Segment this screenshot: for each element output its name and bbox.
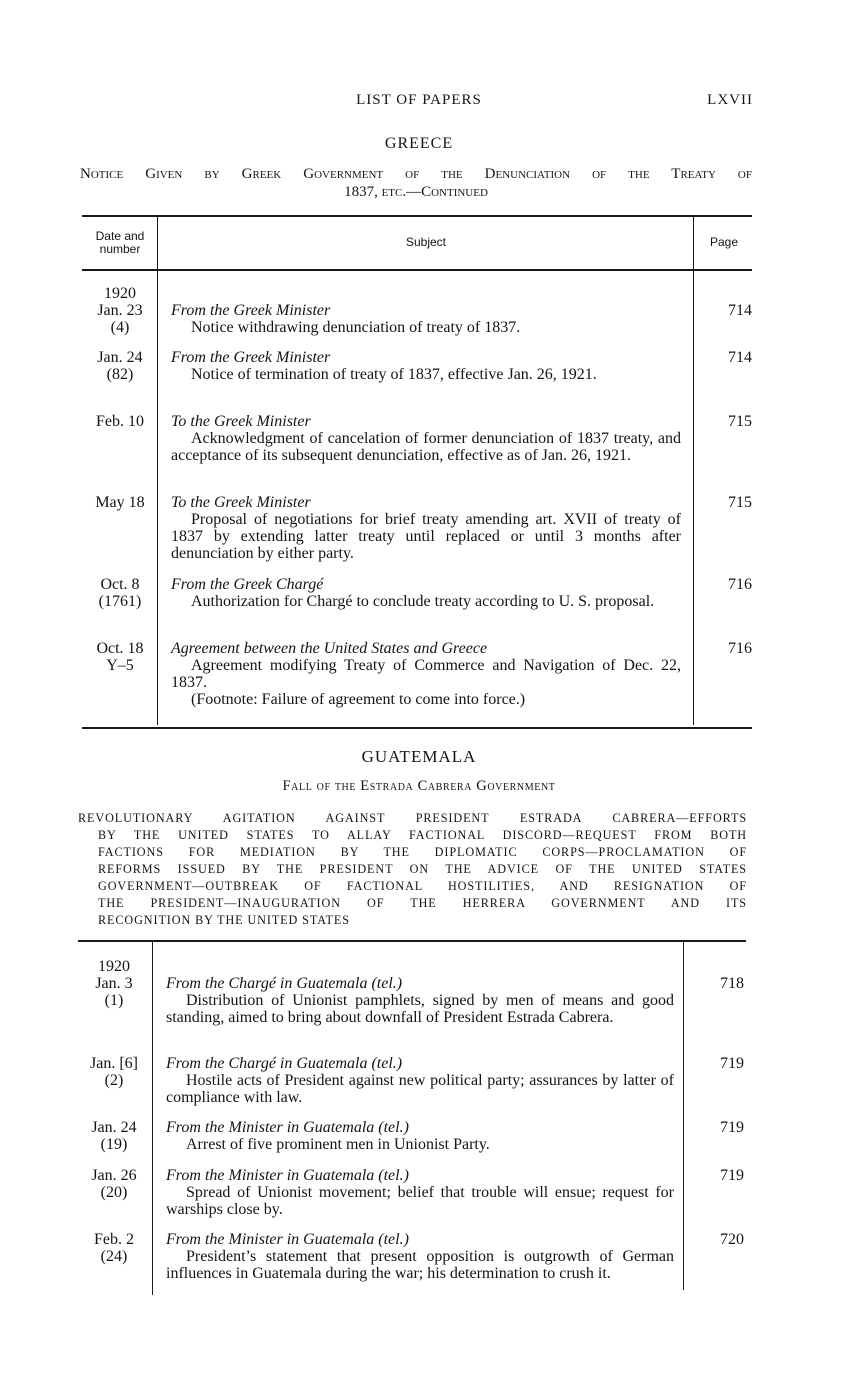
table-row-page: 715: [728, 494, 752, 511]
page-number: LXVII: [707, 92, 753, 108]
summary-line: REVOLUTIONARY AGITATION AGAINST PRESIDENT ESTRADA CABRERA—EFFORTS: [78, 811, 747, 825]
table-row-page: 715: [728, 413, 752, 430]
table-row-page: 714: [728, 302, 752, 319]
table-row-page: 720: [720, 1231, 744, 1248]
running-head: [0, 92, 858, 112]
summary-line: RECOGNITION BY THE UNITED STATES: [98, 913, 350, 927]
table-row-subject: Agreement between the United States and Greece Agreement modifying Treaty of Commerce and Navigation of Dec. 22, 1837. (Footnote: Failure of agreement to come into force.): [171, 640, 681, 708]
column-header-date: Date and number: [95, 229, 145, 256]
table-row-date: Jan. 24 (82): [97, 349, 143, 383]
table-row-date: Jan. 26 (20): [91, 1167, 137, 1201]
table-row-subject: From the Chargé in Guatemala (tel.) Hostile acts of President against new political party; assurances by latter of compliance with law.: [166, 1055, 674, 1106]
table-row-subject: From the Minister in Guatemala (tel.) President’s statement that present opposition is outgrowth of German influences in Guatemala during the war; his determination to crush it.: [166, 1231, 674, 1282]
summary-line: FACTIONS FOR MEDIATION BY THE DIPLOMATIC CORPS—PROCLAMATION OF: [98, 845, 747, 859]
table-row-page: 716: [728, 576, 752, 593]
table-row-subject: From the Greek Minister Notice of termination of treaty of 1837, effective Jan. 26, 1921.: [171, 349, 597, 383]
guatemala-subheading: Fall of the Estrada Cabrera Government: [282, 778, 556, 794]
column-header-page: Page: [709, 235, 739, 249]
greece-caption-line-2: 1837, etc.—Continued: [344, 184, 488, 200]
greece-caption-line-1: Notice Given by Greek Government of the Denunciation of the Treaty of: [80, 166, 752, 182]
column-header-subject: Subject: [405, 235, 447, 249]
guatemala-heading: GUATEMALA: [361, 747, 477, 766]
greece-table-header-rule: [82, 269, 752, 271]
table-row-subject: From the Chargé in Guatemala (tel.) Distribution of Unionist pamphlets, signed by men of means and good standing, aimed to bring about downfall of President Estrada Cabrera.: [166, 975, 674, 1026]
table-row-date: Oct. 18 Y–5: [96, 640, 144, 674]
summary-line: THE PRESIDENT—INAUGURATION OF THE HERRERA GOVERNMENT AND ITS: [98, 896, 747, 910]
guatemala-table-divider-right: [683, 940, 684, 1290]
table-row-date: 1920 Jan. 3 (1): [95, 958, 133, 1009]
table-row-page: 718: [720, 975, 744, 992]
table-row-subject: From the Greek Minister Notice withdrawing denunciation of treaty of 1837.: [171, 302, 521, 336]
greece-heading: GREECE: [384, 135, 454, 152]
table-row-date: Jan. 24 (19): [91, 1119, 137, 1153]
table-row-subject: To the Greek Minister Proposal of negotiations for brief treaty amending art. XVII of treaty of 1837 by extending latter treaty until replaced or until 3 months after denunciation by either party.: [171, 494, 681, 562]
summary-line: REFORMS ISSUED BY THE PRESIDENT ON THE ADVICE OF THE UNITED STATES: [98, 862, 747, 876]
table-row-page: 719: [720, 1055, 744, 1072]
greece-table-bottom-rule: [82, 727, 752, 729]
greece-table-divider-right: [693, 215, 694, 725]
table-row-page: 716: [728, 640, 752, 657]
table-row-subject: To the Greek Minister Acknowledgment of cancelation of former denunciation of 1837 treaty, and acceptance of its subsequent denunciation, effective as of Jan. 26, 1921.: [171, 413, 681, 464]
table-row-date: Feb. 10: [96, 413, 144, 430]
summary-line: GOVERNMENT—OUTBREAK OF FACTIONAL HOSTILITIES, AND RESIGNATION OF: [98, 879, 747, 893]
table-row-date: Feb. 2 (24): [94, 1231, 134, 1265]
table-row-date: Oct. 8 (1761): [98, 576, 142, 610]
guatemala-table-top-rule: [78, 940, 746, 942]
table-row-subject: From the Minister in Guatemala (tel.) Arrest of five prominent men in Unionist Party.: [166, 1119, 490, 1153]
table-row-subject: From the Minister in Guatemala (tel.) Spread of Unionist movement; belief that trouble will ensue; request for warships close by.: [166, 1167, 674, 1218]
table-row-page: 719: [720, 1167, 744, 1184]
summary-line: BY THE UNITED STATES TO ALLAY FACTIONAL DISCORD—REQUEST FROM BOTH: [98, 828, 747, 842]
table-row-date: Jan. [6] (2): [90, 1055, 138, 1089]
table-row-page: 719: [720, 1119, 744, 1136]
table-row-subject: From the Greek Chargé Authorization for Chargé to conclude treaty according to U. S. proposal.: [171, 576, 655, 610]
greece-table-top-rule: [82, 215, 752, 217]
table-row-date: 1920 Jan. 23 (4): [97, 285, 143, 336]
table-row-date: May 18: [95, 494, 145, 511]
table-row-page: 714: [728, 349, 752, 366]
running-title: LIST OF PAPERS: [356, 92, 482, 108]
